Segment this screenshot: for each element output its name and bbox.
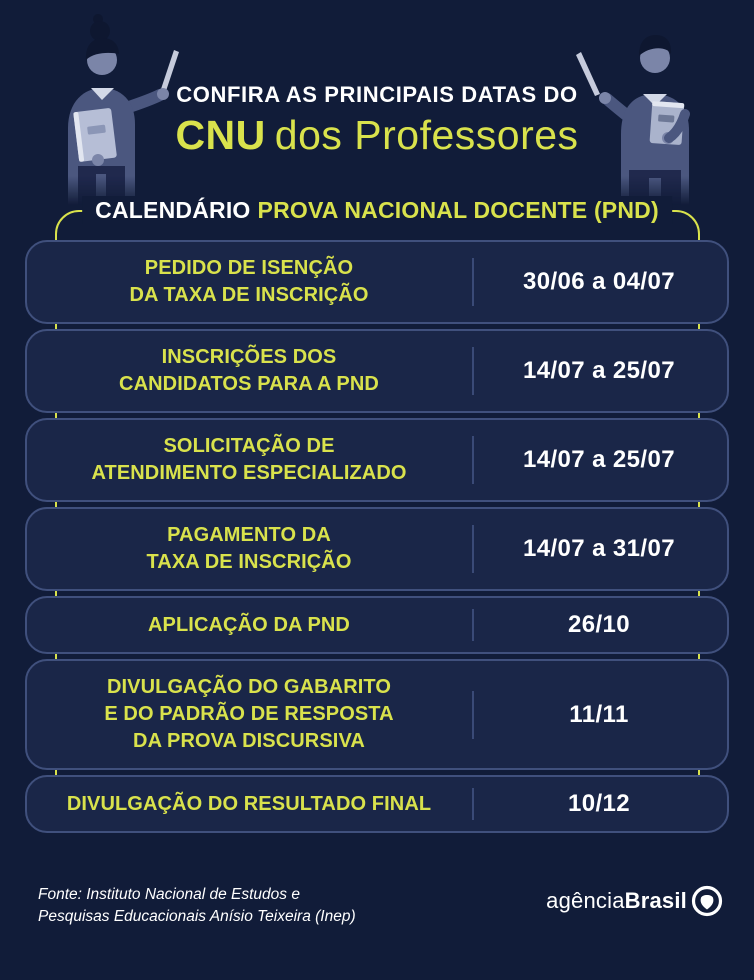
calendar-header (82, 196, 672, 224)
title-cnu: CNU (175, 112, 266, 158)
calendar-row (25, 418, 729, 502)
row-divider (472, 436, 474, 484)
calendar-row (25, 775, 729, 833)
row-divider (472, 788, 474, 820)
calendar-row (25, 507, 729, 591)
event-date: 14/07 a 31/07 (522, 535, 675, 562)
calendar-row (25, 596, 729, 654)
agencia-brasil-icon (690, 884, 724, 918)
event-label: SOLICITAÇÃO DE ATENDIMENTO ESPECIALIZADO (91, 435, 407, 484)
event-date: 26/10 (567, 611, 631, 638)
event-label: APLICAÇÃO DA PND (148, 613, 350, 636)
event-date: 30/06 a 04/07 (522, 268, 675, 295)
row-divider (472, 525, 474, 573)
kicker-text: CONFIRA AS PRINCIPAIS DATAS DO (176, 82, 578, 107)
calendar-header-accent: PROVA NACIONAL DOCENTE (PND) (257, 197, 659, 223)
source-line-1: Fonte: Instituto Nacional de Estudos e (38, 886, 300, 903)
source-line-2: Pesquisas Educacionais Anísio Teixeira (Inep) (38, 908, 356, 925)
title-rest: dos Professores (274, 112, 579, 158)
logo-text-bold: Brasil (624, 888, 687, 913)
calendar-row (25, 240, 729, 324)
row-divider (472, 258, 474, 306)
event-date: 14/07 a 25/07 (522, 446, 675, 473)
event-label: PEDIDO DE ISENÇÃO DA TAXA DE INSCRIÇÃO (129, 257, 369, 306)
calendar-row (25, 659, 729, 770)
event-date: 14/07 a 25/07 (522, 357, 675, 384)
title-block (0, 82, 754, 159)
event-label: DIVULGAÇÃO DO RESULTADO FINAL (66, 792, 432, 815)
agencia-brasil-logo (546, 884, 724, 918)
logo-text-regular: agência (546, 888, 625, 913)
event-date: 10/12 (567, 790, 631, 817)
source-credit (38, 884, 356, 928)
row-divider (472, 609, 474, 641)
calendar-row (25, 329, 729, 413)
event-label: DIVULGAÇÃO DO GABARITO E DO PADRÃO DE RESPOSTA DA PROVA DISCURSIVA (104, 676, 394, 752)
event-date: 11/11 (569, 700, 629, 728)
row-divider (472, 691, 474, 739)
page-title (0, 111, 754, 159)
calendar-header-white: CALENDÁRIO (95, 197, 251, 223)
event-label: INSCRIÇÕES DOS CANDIDATOS PARA A PND (119, 346, 379, 395)
event-label: PAGAMENTO DA TAXA DE INSCRIÇÃO (146, 524, 352, 573)
row-divider (472, 347, 474, 395)
calendar-rows (25, 240, 729, 833)
